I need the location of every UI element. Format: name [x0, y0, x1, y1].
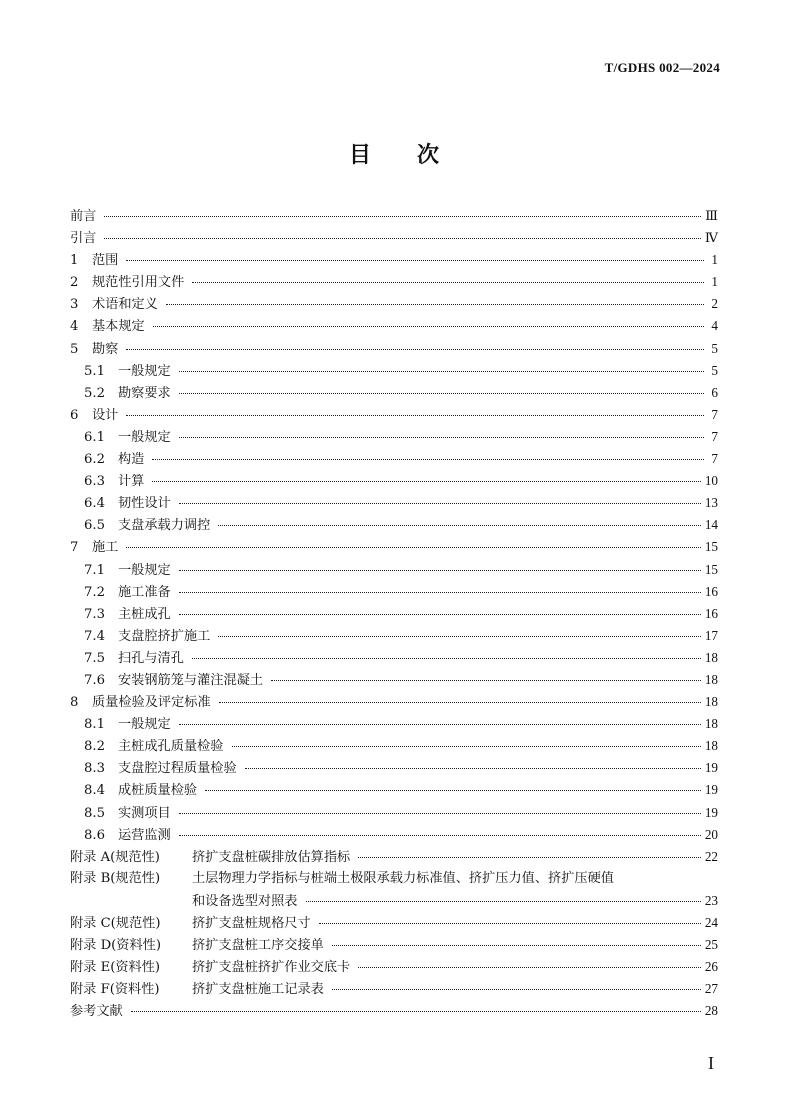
toc-entry-number: 8.3	[84, 761, 105, 777]
toc-entry-page: 16	[704, 583, 718, 599]
dot-leader	[152, 481, 700, 482]
toc-entry-title: 挤扩支盘桩规格尺寸	[192, 916, 311, 931]
toc-entry[interactable]	[70, 227, 718, 249]
toc-entry-title: 支盘腔挤扩施工	[118, 628, 211, 644]
dot-leader	[179, 592, 701, 593]
appendix-label: 附录 A(规范性)	[70, 849, 160, 865]
toc-entry-page: 22	[704, 848, 718, 864]
toc-entry-number: 8	[70, 695, 79, 711]
toc-entry-page: 13	[704, 495, 718, 511]
toc-entry[interactable]	[70, 713, 718, 735]
toc-entry-title: 支盘腔过程质量检验	[118, 761, 237, 777]
toc-entry-number: 7.4	[84, 628, 105, 644]
toc-entry-number: 6	[70, 407, 79, 423]
toc-entry-number: 8.1	[84, 717, 105, 733]
toc-entry[interactable]	[70, 978, 718, 1000]
toc-entry-page: 1	[711, 252, 718, 268]
toc-entry-title: 勘察要求	[118, 385, 171, 401]
toc-entry-title: 运营监测	[118, 827, 171, 843]
toc-entry-page: 1	[711, 274, 718, 290]
toc-entry-title: 一般规定	[118, 717, 171, 733]
toc-entry-title: 规范性引用文件	[92, 275, 185, 291]
toc-entry-page: 19	[704, 804, 718, 820]
appendix-label: 附录 C(规范性)	[70, 916, 161, 931]
toc-entry[interactable]	[70, 315, 718, 337]
toc-entry[interactable]	[70, 404, 718, 426]
dot-leader	[218, 525, 701, 526]
toc-entry[interactable]	[70, 492, 718, 514]
dot-leader	[179, 393, 704, 394]
toc-entry-page: 15	[704, 561, 718, 577]
toc-entry-number: 5	[70, 341, 79, 357]
toc-entry[interactable]	[70, 603, 718, 625]
toc-entry-title: 挤扩支盘桩碳排放估算指标	[192, 849, 351, 865]
dot-leader	[306, 901, 701, 902]
toc-entry-number: 6.4	[84, 496, 105, 512]
toc-entry-page: 24	[704, 915, 718, 930]
toc-entry-number: 7.6	[84, 672, 105, 688]
toc-entry[interactable]	[70, 757, 718, 779]
toc-entry-page: 26	[704, 959, 718, 975]
toc-entry-page: 18	[704, 716, 718, 732]
toc-entry-title: 构造	[118, 452, 145, 468]
appendix-label: 附录 B(规范性)	[70, 870, 161, 886]
toc-entry-title: 挤扩支盘桩施工记录表	[192, 982, 324, 998]
toc-entry[interactable]	[70, 625, 718, 647]
toc-entry[interactable]	[70, 536, 718, 558]
dot-leader	[152, 459, 704, 460]
dot-leader	[179, 835, 701, 836]
toc-entry[interactable]	[70, 934, 718, 956]
toc-entry[interactable]	[70, 205, 718, 227]
dot-leader	[192, 658, 701, 659]
toc-entry-page: 7	[711, 428, 718, 444]
toc-entry-page: 7	[711, 451, 718, 467]
toc-entry-number: 7.5	[84, 650, 105, 666]
dot-leader	[179, 570, 701, 571]
toc-entry-number: 8.6	[84, 827, 105, 843]
dot-leader	[104, 238, 700, 239]
page-number: I	[708, 1053, 714, 1073]
toc-entry-number: 8.2	[84, 739, 105, 755]
toc-entry-page: 18	[704, 671, 718, 687]
toc-entry-number: 7.3	[84, 606, 105, 622]
toc-entry[interactable]	[70, 647, 718, 669]
toc-entry[interactable]	[70, 293, 718, 315]
toc-entry[interactable]	[70, 426, 718, 448]
toc-entry-number: 7.1	[84, 562, 105, 578]
toc-entry-page: 7	[711, 406, 718, 422]
toc-entry-title: 实测项目	[118, 805, 171, 821]
dot-leader	[332, 989, 701, 990]
toc-entry-title: 一般规定	[118, 363, 171, 379]
toc-entry-page: 5	[711, 340, 718, 356]
toc-entry-number: 6.3	[84, 474, 105, 490]
toc-entry-title: 主桩成孔质量检验	[118, 739, 224, 755]
title-char-1: 目	[348, 142, 373, 168]
dot-leader	[219, 702, 701, 703]
toc-entry-page: 20	[704, 826, 718, 842]
toc-entry-number: 6.2	[84, 452, 105, 468]
toc-entry-page: 5	[711, 362, 718, 378]
dot-leader	[332, 945, 701, 946]
dot-leader	[126, 547, 700, 548]
toc-entry-page: 16	[704, 605, 718, 621]
toc-entry-title: 一般规定	[118, 429, 171, 445]
toc-entry-number: 5.2	[84, 385, 105, 401]
toc-entry-page: 18	[704, 649, 718, 665]
toc-entry[interactable]	[70, 338, 718, 360]
dot-leader	[126, 415, 704, 416]
toc-entry-number: 5.1	[84, 363, 105, 379]
dot-leader	[192, 282, 704, 283]
dot-leader	[232, 746, 701, 747]
table-of-contents	[70, 205, 718, 1022]
appendix-label: 附录 F(资料性)	[70, 982, 160, 998]
toc-entry-number: 1	[70, 253, 79, 269]
toc-entry-title: 计算	[118, 474, 145, 490]
dot-leader	[179, 503, 701, 504]
toc-entry-page: 23	[704, 892, 718, 908]
toc-entry-title: 前言	[70, 209, 97, 224]
toc-entry-page: 18	[704, 694, 718, 710]
toc-entry-page: 4	[711, 318, 718, 334]
toc-entry-title: 土层物理力学指标与桩端土极限承载力标准值、挤扩压力值、挤扩压硬值	[192, 870, 614, 886]
toc-entry-title: 施工	[92, 540, 119, 556]
dot-leader	[205, 790, 701, 791]
toc-entry-title: 成桩质量检验	[118, 783, 198, 799]
toc-entry-title: 挤扩支盘桩工序交接单	[192, 938, 324, 954]
toc-entry-number: 4	[70, 319, 79, 335]
dot-leader	[126, 349, 704, 350]
title-char-2: 次	[417, 142, 442, 168]
toc-entry-page: 10	[704, 473, 718, 489]
toc-entry[interactable]	[70, 846, 718, 868]
toc-entry-page: 15	[704, 539, 718, 555]
dot-leader	[179, 813, 701, 814]
toc-entry[interactable]	[70, 735, 718, 757]
dot-leader	[245, 768, 701, 769]
toc-entry[interactable]	[70, 824, 718, 846]
toc-entry[interactable]	[70, 669, 718, 691]
toc-entry-title: 韧性设计	[118, 496, 171, 512]
document-code: T/GDHS 002—2024	[604, 60, 720, 75]
toc-entry[interactable]	[70, 802, 718, 824]
dot-leader	[166, 304, 704, 305]
dot-leader	[131, 1011, 701, 1012]
toc-entry-page: 25	[704, 937, 718, 953]
toc-entry-number: 6.5	[84, 518, 105, 534]
toc-entry[interactable]	[70, 868, 718, 890]
toc-entry-title: 范围	[92, 253, 119, 269]
toc-entry-number: 8.4	[84, 783, 105, 799]
dot-leader	[319, 923, 701, 924]
toc-entry-title: 引言	[70, 231, 97, 247]
toc-entry[interactable]	[70, 912, 718, 934]
toc-entry-title: 术语和定义	[92, 297, 158, 313]
dot-leader	[358, 967, 701, 968]
toc-entry-page: Ⅲ	[705, 208, 718, 223]
dot-leader	[218, 636, 701, 637]
dot-leader	[153, 326, 704, 327]
toc-entry[interactable]	[70, 360, 718, 382]
toc-entry[interactable]	[70, 559, 718, 581]
toc-entry-page: 2	[711, 296, 718, 312]
toc-entry[interactable]	[70, 382, 718, 404]
dot-leader	[126, 260, 704, 261]
toc-entry[interactable]	[70, 514, 718, 536]
toc-entry-title: 参考文献	[70, 1004, 123, 1020]
dot-leader	[271, 680, 701, 681]
toc-entry[interactable]	[70, 448, 718, 470]
dot-leader	[104, 216, 701, 217]
toc-entry-page: 19	[704, 782, 718, 798]
toc-entry[interactable]	[70, 890, 718, 912]
toc-entry-page: 28	[704, 1003, 718, 1019]
toc-entry-title: 和设备选型对照表	[192, 893, 298, 909]
toc-entry-title: 支盘承载力调控	[118, 518, 211, 534]
toc-entry-number: 7.2	[84, 584, 105, 600]
toc-entry-page: 14	[704, 517, 718, 533]
toc-entry[interactable]	[70, 271, 718, 293]
toc-entry-title: 安装钢筋笼与灌注混凝土	[118, 672, 264, 688]
toc-entry-number: 6.1	[84, 429, 105, 445]
toc-entry-title: 质量检验及评定标准	[92, 695, 211, 711]
page-title	[0, 138, 790, 169]
toc-entry[interactable]	[70, 691, 718, 713]
toc-entry-title: 勘察	[92, 341, 119, 357]
appendix-label: 附录 E(资料性)	[70, 960, 161, 976]
toc-entry-page: 18	[704, 738, 718, 754]
toc-entry-page: 17	[704, 627, 718, 643]
toc-entry[interactable]	[70, 1000, 718, 1022]
toc-entry-page: 19	[704, 760, 718, 776]
dot-leader	[179, 371, 704, 372]
toc-entry-page: Ⅳ	[704, 230, 718, 246]
toc-entry-number: 2	[70, 275, 79, 291]
dot-leader	[358, 857, 701, 858]
toc-entry-page: 6	[711, 384, 718, 400]
dot-leader	[179, 724, 701, 725]
toc-entry[interactable]	[70, 581, 718, 603]
appendix-label: 附录 D(资料性)	[70, 938, 161, 954]
toc-entry[interactable]	[70, 779, 718, 801]
toc-entry-title: 设计	[92, 407, 119, 423]
toc-entry-number: 7	[70, 540, 79, 556]
toc-entry-title: 主桩成孔	[118, 606, 171, 622]
dot-leader	[179, 437, 704, 438]
toc-entry[interactable]	[70, 249, 718, 271]
toc-entry-title: 挤扩支盘桩挤扩作业交底卡	[192, 960, 351, 976]
toc-entry-number: 3	[70, 297, 79, 313]
dot-leader	[179, 614, 701, 615]
toc-entry-title: 扫孔与清孔	[118, 650, 184, 666]
toc-entry-title: 基本规定	[92, 319, 145, 335]
toc-entry[interactable]	[70, 956, 718, 978]
toc-entry[interactable]	[70, 470, 718, 492]
toc-entry-title: 一般规定	[118, 562, 171, 578]
toc-entry-page: 27	[704, 981, 718, 997]
toc-entry-number: 8.5	[84, 805, 105, 821]
toc-entry-title: 施工准备	[118, 584, 171, 600]
